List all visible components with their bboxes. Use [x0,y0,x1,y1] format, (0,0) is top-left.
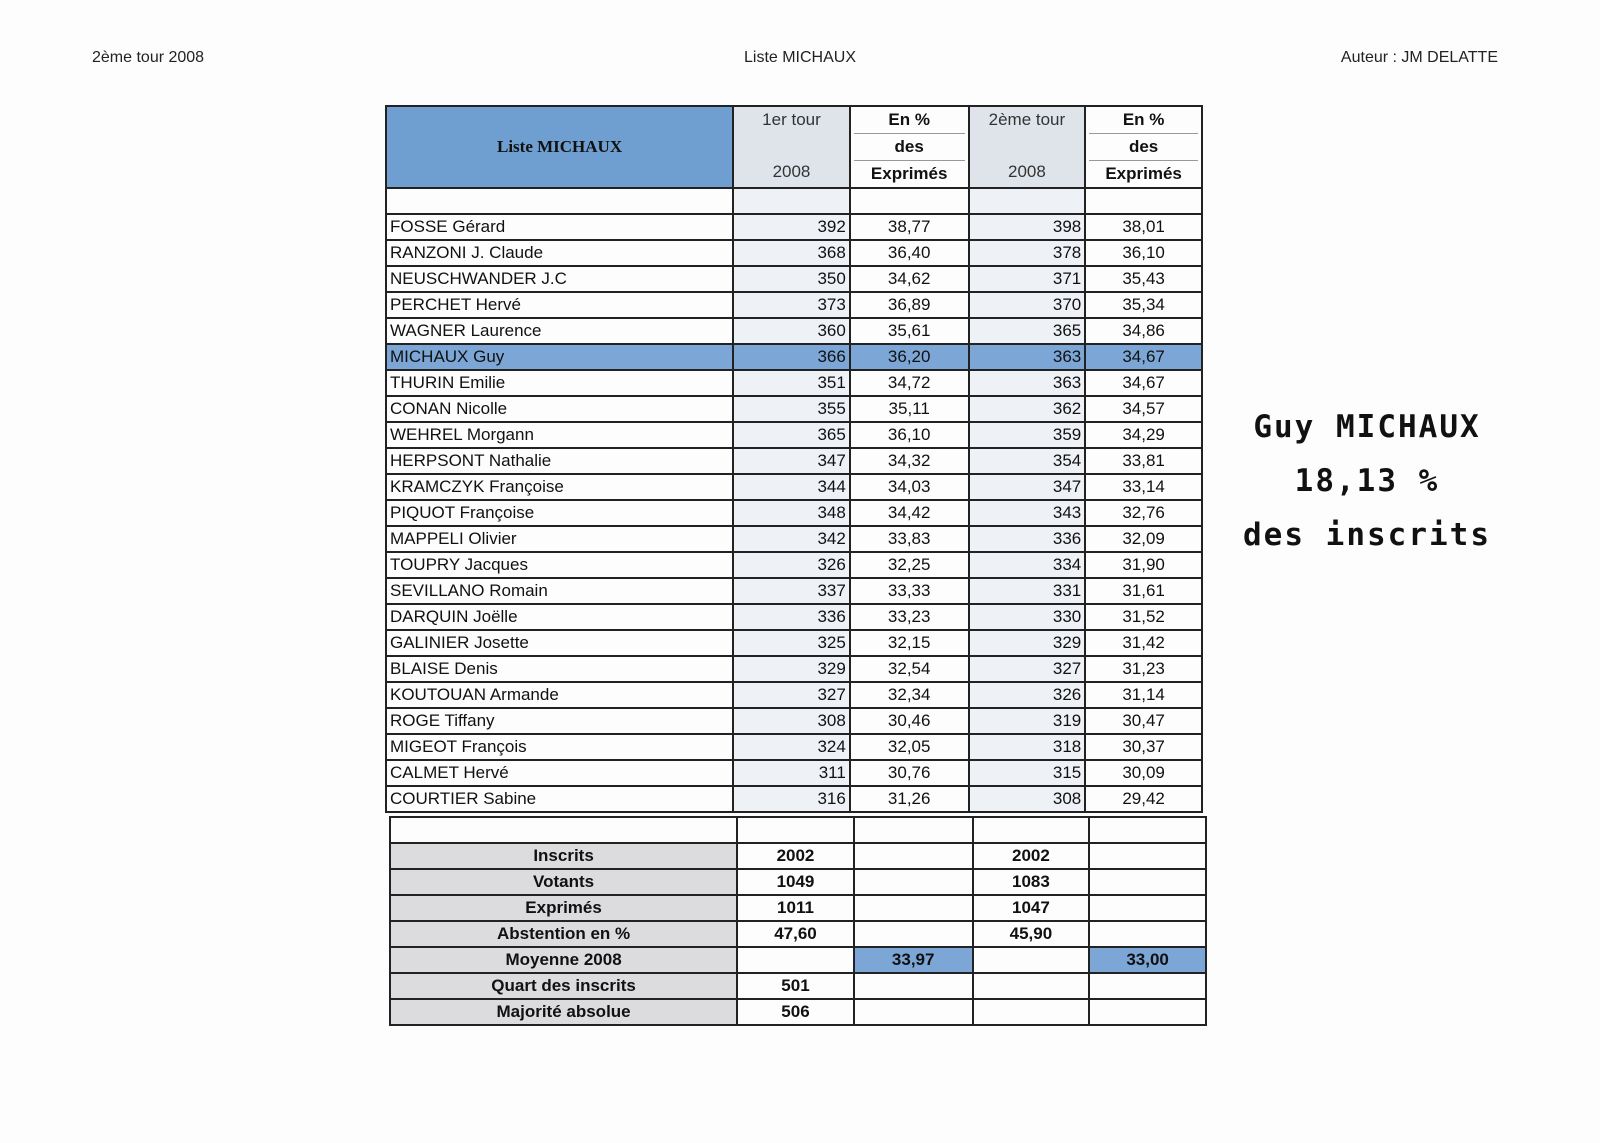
col-header-pct2-line3: Exprimés [1089,160,1198,187]
round1-votes: 325 [733,630,850,656]
candidate-name: COURTIER Sabine [386,786,733,812]
candidate-name: MIGEOT François [386,734,733,760]
round1-percent: 38,77 [850,214,969,240]
stat-pct2 [1089,973,1206,999]
round2-votes: 308 [969,786,1086,812]
stat-pct2 [1089,869,1206,895]
candidate-name: MAPPELI Olivier [386,526,733,552]
round1-percent: 34,03 [850,474,969,500]
col-header-pct2-line2: des [1089,133,1198,160]
round1-votes: 373 [733,292,850,318]
candidate-name: CONAN Nicolle [386,396,733,422]
table-row [386,292,1202,318]
stats-row [390,947,1206,973]
stat-label: Quart des inscrits [390,973,737,999]
table-row [386,682,1202,708]
stats-row [390,843,1206,869]
round1-votes: 327 [733,682,850,708]
round1-percent: 35,11 [850,396,969,422]
stat-label: Votants [390,869,737,895]
results-table [385,105,1203,813]
stats-table [389,816,1207,1026]
stat-label: Majorité absolue [390,999,737,1025]
round1-votes: 329 [733,656,850,682]
round2-votes: 370 [969,292,1086,318]
round2-percent: 32,76 [1085,500,1202,526]
candidate-name: TOUPRY Jacques [386,552,733,578]
stat-label: Inscrits [390,843,737,869]
annotation-line1: Guy MICHAUX [1253,409,1481,445]
candidate-name: BLAISE Denis [386,656,733,682]
candidate-name: KRAMCZYK Françoise [386,474,733,500]
round1-percent: 30,76 [850,760,969,786]
candidate-name: NEUSCHWANDER J.C [386,266,733,292]
table-row [386,552,1202,578]
round1-percent: 35,61 [850,318,969,344]
stat-label: Moyenne 2008 [390,947,737,973]
stat-pct2 [1089,921,1206,947]
round2-votes: 327 [969,656,1086,682]
round2-percent: 31,42 [1085,630,1202,656]
round1-percent: 33,33 [850,578,969,604]
round1-votes: 351 [733,370,850,396]
stat-round2: 1047 [973,895,1090,921]
table-row [386,448,1202,474]
candidate-name: DARQUIN Joëlle [386,604,733,630]
round1-percent: 34,72 [850,370,969,396]
stat-round1: 1011 [737,895,854,921]
round2-votes: 330 [969,604,1086,630]
round1-votes: 368 [733,240,850,266]
round1-votes: 344 [733,474,850,500]
round2-votes: 371 [969,266,1086,292]
round2-votes: 354 [969,448,1086,474]
round1-percent: 33,23 [850,604,969,630]
stat-pct2 [1089,895,1206,921]
table-row [386,630,1202,656]
col-header-pct1-line2: des [854,133,965,160]
round1-percent: 36,40 [850,240,969,266]
spacer-row [386,188,1202,214]
round1-percent: 36,89 [850,292,969,318]
round2-percent: 31,23 [1085,656,1202,682]
round2-percent: 30,09 [1085,760,1202,786]
candidate-name: GALINIER Josette [386,630,733,656]
round2-percent: 34,67 [1085,344,1202,370]
round1-votes: 360 [733,318,850,344]
round2-votes: 363 [969,370,1086,396]
table-row [386,474,1202,500]
round2-percent: 31,61 [1085,578,1202,604]
stat-pct1 [854,869,973,895]
round2-votes: 326 [969,682,1086,708]
stats-row [390,999,1206,1025]
stat-round2 [973,973,1090,999]
stats-row [390,895,1206,921]
candidate-name: RANZONI J. Claude [386,240,733,266]
round1-votes: 350 [733,266,850,292]
round1-votes: 336 [733,604,850,630]
round1-votes: 392 [733,214,850,240]
candidate-name: KOUTOUAN Armande [386,682,733,708]
candidate-name: CALMET Hervé [386,760,733,786]
round2-percent: 31,90 [1085,552,1202,578]
stat-round1: 47,60 [737,921,854,947]
table-row [386,526,1202,552]
stat-pct1 [854,973,973,999]
table-row [386,318,1202,344]
round1-percent: 31,26 [850,786,969,812]
annotation-line3: des inscrits [1243,517,1491,553]
col-header-round1-line1: 1er tour [762,110,821,129]
round2-percent: 31,14 [1085,682,1202,708]
col-header-pct1-line3: Exprimés [854,160,965,187]
round2-percent: 30,47 [1085,708,1202,734]
round1-votes: 308 [733,708,850,734]
round2-votes: 318 [969,734,1086,760]
round2-percent: 33,14 [1085,474,1202,500]
round2-votes: 398 [969,214,1086,240]
round2-votes: 359 [969,422,1086,448]
stat-round1: 2002 [737,843,854,869]
candidate-name: FOSSE Gérard [386,214,733,240]
stat-round2: 2002 [973,843,1090,869]
round1-percent: 32,34 [850,682,969,708]
round2-votes: 362 [969,396,1086,422]
round2-votes: 319 [969,708,1086,734]
stat-pct1: 33,97 [854,947,973,973]
table-row [386,370,1202,396]
stat-pct1 [854,999,973,1025]
table-header-row [386,106,1202,188]
stats-spacer-row [390,817,1206,843]
table-row [386,422,1202,448]
round2-votes: 336 [969,526,1086,552]
round2-percent: 30,37 [1085,734,1202,760]
round2-percent: 36,10 [1085,240,1202,266]
stat-pct2 [1089,843,1206,869]
round2-votes: 347 [969,474,1086,500]
round1-votes: 337 [733,578,850,604]
round2-percent: 34,67 [1085,370,1202,396]
stat-round1: 1049 [737,869,854,895]
stat-round2: 45,90 [973,921,1090,947]
round2-percent: 31,52 [1085,604,1202,630]
round1-percent: 34,42 [850,500,969,526]
round1-percent: 33,83 [850,526,969,552]
round1-percent: 30,46 [850,708,969,734]
candidate-name: HERPSONT Nathalie [386,448,733,474]
round1-votes: 316 [733,786,850,812]
round1-percent: 34,62 [850,266,969,292]
round2-percent: 29,42 [1085,786,1202,812]
round1-votes: 326 [733,552,850,578]
col-header-round1 [733,106,850,188]
round2-percent: 35,43 [1085,266,1202,292]
candidate-name: WEHREL Morgann [386,422,733,448]
table-row [386,266,1202,292]
table-row [386,396,1202,422]
round2-votes: 331 [969,578,1086,604]
col-header-round2 [969,106,1086,188]
table-row [386,708,1202,734]
stats-row [390,921,1206,947]
table-row [386,656,1202,682]
table-row [386,734,1202,760]
stat-round2: 1083 [973,869,1090,895]
stat-round1: 501 [737,973,854,999]
stat-round2 [973,999,1090,1025]
table-row [386,604,1202,630]
round2-votes: 343 [969,500,1086,526]
round1-percent: 32,25 [850,552,969,578]
table-title: Liste MICHAUX [386,106,733,188]
stat-round2 [973,947,1090,973]
col-header-round2-line2: 2008 [1007,162,1046,181]
round2-votes: 363 [969,344,1086,370]
table-row [386,344,1202,370]
stat-pct1 [854,843,973,869]
stat-round1 [737,947,854,973]
table-row [386,578,1202,604]
round2-percent: 38,01 [1085,214,1202,240]
candidate-name: THURIN Emilie [386,370,733,396]
round2-votes: 365 [969,318,1086,344]
stat-round1: 506 [737,999,854,1025]
stats-row [390,869,1206,895]
round1-votes: 311 [733,760,850,786]
round1-votes: 365 [733,422,850,448]
round2-percent: 32,09 [1085,526,1202,552]
round2-percent: 35,34 [1085,292,1202,318]
round1-votes: 324 [733,734,850,760]
round1-percent: 32,54 [850,656,969,682]
round1-votes: 355 [733,396,850,422]
round2-percent: 33,81 [1085,448,1202,474]
round1-percent: 34,32 [850,448,969,474]
stats-row [390,973,1206,999]
table-row [386,214,1202,240]
round2-votes: 329 [969,630,1086,656]
round2-votes: 378 [969,240,1086,266]
col-header-pct1 [850,106,969,188]
round1-percent: 36,10 [850,422,969,448]
stat-pct1 [854,895,973,921]
round1-percent: 32,15 [850,630,969,656]
header-left: 2ème tour 2008 [92,49,205,66]
table-row [386,760,1202,786]
round1-percent: 32,05 [850,734,969,760]
round2-percent: 34,86 [1085,318,1202,344]
stat-label: Exprimés [390,895,737,921]
annotation-line2: 18,13 % [1294,463,1440,499]
round1-votes: 342 [733,526,850,552]
col-header-pct2-line1: En % [1122,110,1165,129]
round2-votes: 315 [969,760,1086,786]
stat-label: Abstention en % [390,921,737,947]
round1-percent: 36,20 [850,344,969,370]
round2-votes: 334 [969,552,1086,578]
header-center: Liste MICHAUX [743,49,857,66]
table-row [386,240,1202,266]
candidate-name: SEVILLANO Romain [386,578,733,604]
round1-votes: 366 [733,344,850,370]
round1-votes: 348 [733,500,850,526]
candidate-name: PERCHET Hervé [386,292,733,318]
candidate-name: PIQUOT Françoise [386,500,733,526]
candidate-name: MICHAUX Guy [386,344,733,370]
round2-percent: 34,57 [1085,396,1202,422]
candidate-name: WAGNER Laurence [386,318,733,344]
round2-percent: 34,29 [1085,422,1202,448]
table-row [386,786,1202,812]
col-header-round1-line2: 2008 [772,162,811,181]
col-header-pct1-line1: En % [888,110,930,129]
col-header-round2-line1: 2ème tour [988,110,1066,129]
stat-pct1 [854,921,973,947]
stat-pct2 [1089,999,1206,1025]
stat-pct2: 33,00 [1089,947,1206,973]
col-header-pct2 [1085,106,1202,188]
table-row [386,500,1202,526]
annotation-note [1232,400,1502,562]
round1-votes: 347 [733,448,850,474]
header-right: Auteur : JM DELATTE [1340,49,1498,66]
candidate-name: ROGE Tiffany [386,708,733,734]
